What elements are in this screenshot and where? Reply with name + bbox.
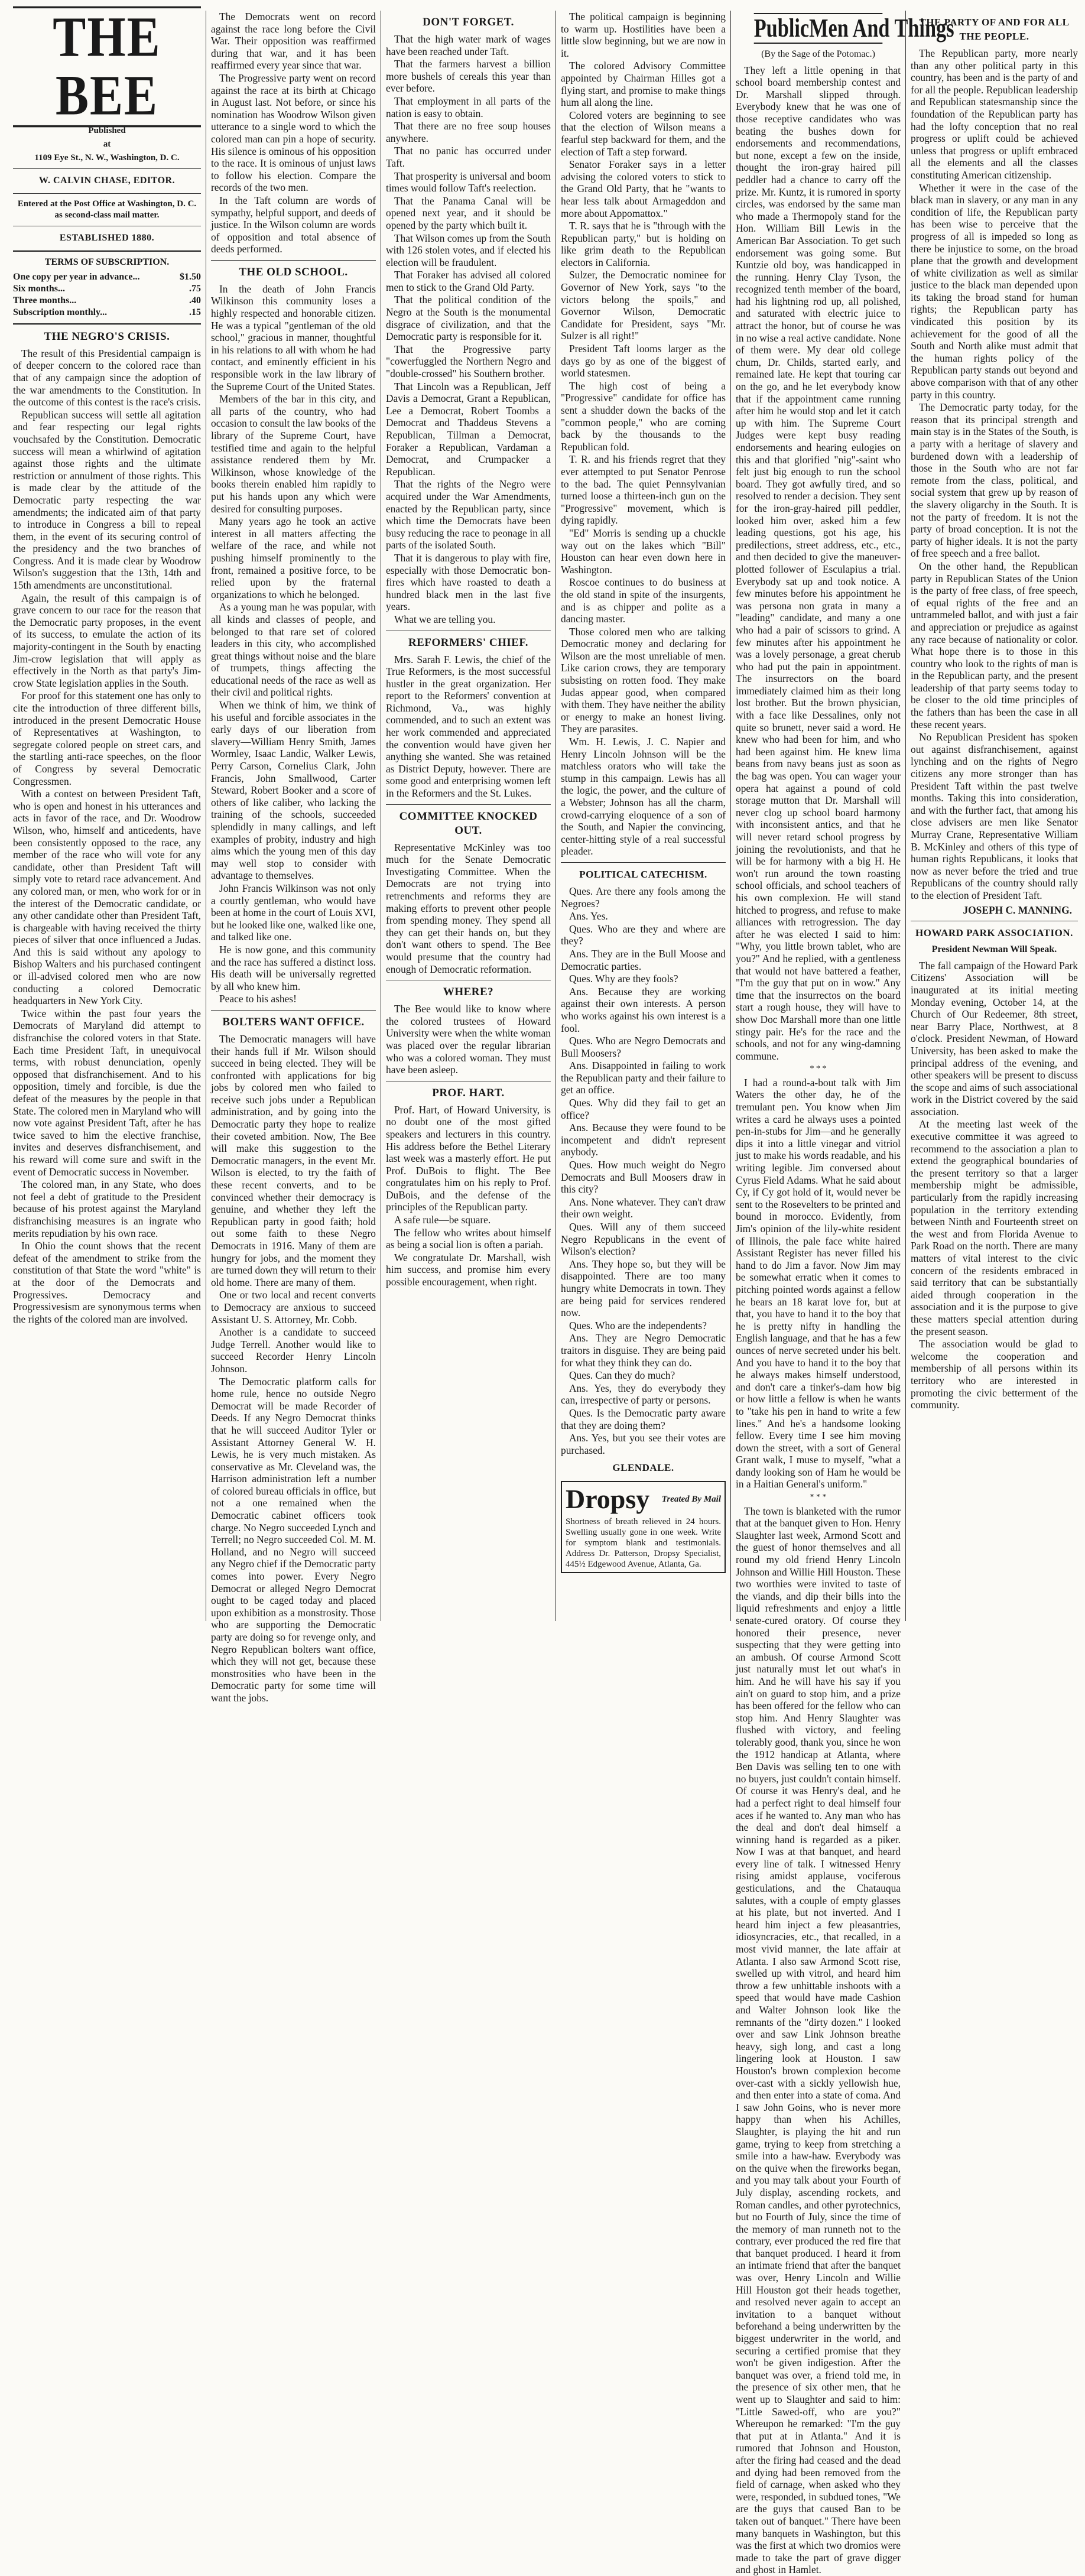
paragraph: Ans. None whatever. They can't draw their own weight. <box>561 1196 726 1220</box>
paragraph: Sulzer, the Democratic nominee for Governor of New York, says "to the victors belong the spoils," and Governor Wilson, Democratic Candidate for President, says "Mr. Sulzer is all right!" <box>561 269 726 342</box>
paragraph: Ques. Who are the independents? <box>569 1319 707 1331</box>
paragraph: The Republican party, more nearly than any other political party in this country, has been and is the party of and for all the people. Republican leadership and Republican statesmanship since the foundation of the Republican party has had the lofty conception that no real progress or uplift could be achieved unless that progress or uplift embraced all the elements and all the classes constituting American citizenship. <box>911 47 1078 181</box>
paragraph: The fall campaign of the Howard Park Citizens' Association will be inaugurated at its initial meeting Monday evening, October 14, at the Church of Our Redeemer, 8th street, near Barry Place, Northwest, at 8 o'clock. President Newman, of Howard University, has been asked to make the principal address of the evening, and other speakers will be present to discuss the scope and aims of such associational work in the District covered by the said association. <box>911 959 1078 1118</box>
headline-public-men: PublicMen And Things <box>753 14 954 43</box>
divider <box>561 862 726 863</box>
headline-howard-park: HOWARD PARK ASSOCIATION. <box>915 927 1073 939</box>
paragraph: Ans. Yes, they do everybody they can, irrespective of party or persons. <box>561 1382 726 1406</box>
divider <box>386 804 551 805</box>
terms-row <box>13 295 201 307</box>
paragraph: No Republican President has spoken out against disfranchisement, against lynching and on the rights of Negro citizens any more stronger than has President Taft within the past twelve months. Taking this into consideration, and with the further fact, that among his close advisers are men like Senator Murray Crane, Representative William B. McKinley and others of this type of human rights Republicans, it looks that now as never before the tried and true Republicans of the country should rally to the election of President Taft. <box>911 731 1078 901</box>
terms-row <box>13 307 201 319</box>
column-2 <box>206 11 381 1704</box>
paragraph: The high cost of being a "Progressive" candidate for office has sent a shudder down the backs of the "common people," who are coming back by the thousands to the Republican fold. <box>561 379 726 453</box>
ad-header <box>566 1484 721 1514</box>
column-4 <box>556 11 730 1621</box>
terms-label: One copy per year in advance... <box>13 271 140 282</box>
column-1 <box>8 5 206 1621</box>
terms-price: .75 <box>189 283 201 294</box>
paragraph: Ans. They are in the Bull Moose and Democratic parties. <box>561 947 726 972</box>
paragraph: Prof. Hart, of Howard University, is no doubt one of the most gifted speakers and lecturers in this country. His address before the Bethel Literary last week was a masterly effort. He put Prof. DuBois to flight. The Bee congratulates him on his reply to Prof. DuBois, and the defense of the principles of the Republican party. <box>386 1103 551 1213</box>
howard-park-sub: President Newman Will Speak. <box>931 944 1057 955</box>
divider <box>13 323 201 325</box>
paragraph: The Democrats went on record against the race long before the Civil War. Their opposition was reaffirmed during that war, and it has been reaffirmed every year since that war. <box>211 11 376 72</box>
paragraph: Members of the bar in this city, and all parts of the country, who had occasion to consult the law books of the library of the Supreme Court, have testified time and again to the helpful assistance rendered them by Mr. Wilkinson, whose knowledge of the books therein enabled him rapidly to put his hands upon any which were desired for consulting purposes. <box>211 393 376 515</box>
paragraph: As a young man he was popular, with all kinds and classes of people, and belonged to that rare set of colored leaders in this city, who accomplished great things without noise and the blare of trumpets, things affecting the educational needs of the race as well as their civil and political rights. <box>211 601 376 699</box>
paragraph: Ans. Yes, but you see their votes are purchased. <box>561 1432 726 1456</box>
paragraph: President Taft looms larger as the days go by as one of the biggest of world statesmen. <box>561 343 726 379</box>
headline-negro-crisis: THE NEGRO'S CRISIS. <box>44 330 170 343</box>
paragraph: One or two local and recent converts to Democracy are anxious to succeed Assistant U. S. Attorney, Mr. Cobb. <box>211 1289 376 1326</box>
paragraph: When we think of him, we think of his useful and forcible associates in the early days of our liberation from slavery—William Henry Smith, James Wormley, Isaac Landic, Walker Lewis, Perry Carson, Cornelius Clark, John Francis, John Smallwood, Carter Steward, Robert Booker and a score of others of like caliber, who lacking the training of the schools, succeeded splendidly in many callings, and left examples of probity, industry and high aims which the young men of this day may well stop to consider with advantage to themselves. <box>211 699 376 882</box>
masthead-entry: Entered at the Post Office at Washington, D. C. as second-class mail matter. <box>17 199 197 220</box>
separator-stars: * * * <box>810 1064 827 1074</box>
headline-party-all: THE PARTY OF AND FOR ALL THE PEOPLE. <box>919 17 1070 42</box>
headline-committee: COMMITTEE KNOCKED OUT. <box>399 810 538 837</box>
column-6 <box>905 11 1083 1621</box>
divider <box>13 250 201 252</box>
paragraph: John Francis Wilkinson was not only a courtly gentleman, who would have been at home in the court of Louis XVI, but he looked like one, walked like one, and talked like one. <box>211 882 376 943</box>
paragraph: That the Progressive party "cowerfuggled the Northern Negro and "double-crossed" his Southern brother. <box>386 343 551 380</box>
paragraph: "Ed" Morris is sending up a chuckle way out on the lakes which "Bill" Houston can hear even down here in Washington. <box>561 527 726 576</box>
terms-row <box>13 283 201 295</box>
paragraph: Ques. Who are Negro Democrats and Bull Moosers? <box>561 1035 726 1059</box>
masthead-address: 1109 Eye St., N. W., Washington, D. C. <box>34 153 180 163</box>
headline-hart: PROF. HART. <box>432 1086 505 1099</box>
paragraph: The political campaign is beginning to warm up. Hostilities have been a little slow beginning, but we are now in it. <box>561 11 726 59</box>
paragraph: The fellow who writes about himself as being a social lion is often a pariah. <box>386 1226 551 1251</box>
paragraph: T. R. and his friends regret that they ever attempted to put Senator Penrose to the bad. The quiet Pennsylvanian turned loose a thirteen-inch gun on the "Progressive" movement, which is dying rapidly. <box>561 453 726 527</box>
paragraph: That Wilson comes up from the South with 126 stolen votes, and if elected his election will be fraudulent. <box>386 232 551 268</box>
ad-tag: Treated By Mail <box>661 1495 721 1505</box>
paragraph: Ques. Who are they and where are they? <box>561 922 726 947</box>
paragraph: T. R. says that he is "through with the Republican party," but is holding on like grim death to the Republican electors in California. <box>561 220 726 268</box>
paragraph: Ans. Because they were found to be incompetent and didn't represent anybody. <box>561 1122 726 1158</box>
terms-row <box>13 271 201 283</box>
paragraph: Colored voters are beginning to see that the election of Wilson means a fearful step backward for them, and the election of Taft a step forward. <box>561 109 726 158</box>
column-5 <box>730 11 954 2576</box>
paragraph: The Progressive party went on record against the race at its birth at Chicago in August last. Not before, or since his nomination has Woodrow Wilson given utterance to a single word to which the colored man can pin a hope of security. His silence is ominous of his opposition to the race. It is ominous of unjust laws to follow his election. Compare the records of the two men. <box>211 72 376 194</box>
headline-bolters: BOLTERS WANT OFFICE. <box>222 1015 365 1028</box>
paragraph: Roscoe continues to do business at the old stand in spite of the insurgents, and is as chipper and polite as a dancing master. <box>561 576 726 625</box>
terms-label: Subscription monthly... <box>13 307 108 317</box>
masthead-at: at <box>103 139 111 149</box>
paragraph: That the rights of the Negro were acquired under the War Amendments, enacted by the Republican party, since which time the Democrats have been busy reducing the race to peonage in all parts of the isolated South. <box>386 478 551 551</box>
headline-where: WHERE? <box>443 986 494 999</box>
paragraph: What we are telling you. <box>394 613 496 625</box>
paragraph: Representative McKinley was too much for the Senate Democratic Investigating Committee. When the Democrats are not trying into retrenchments and reforms they are making efforts to prevent other people from spending money. They spend all they can get their hands on, but they don't want others to spend. The Bee would presume that the country had enough of Democratic reformation. <box>386 841 551 975</box>
paragraph: Ques. Why are they fools? <box>569 973 678 985</box>
terms-title: TERMS OF SUBSCRIPTION. <box>44 257 170 268</box>
separator-stars: * * * <box>810 1493 827 1502</box>
column-3 <box>381 11 556 1621</box>
paragraph: In the death of John Francis Wilkinson this community loses a highly respected and honorable citizen. He was a typical "gentleman of the old school," gracious in manner, thoughtful in his relations to all with whom he had contact, and eminently efficient in his responsible work in the law library of the Supreme Court of the United States. <box>211 282 376 392</box>
paragraph: He is now gone, and this community and the race has suffered a distinct loss. His death will be universally regretted by all who knew him. <box>211 943 376 992</box>
paragraph: Ans. Disappointed in failing to work the Republican party and their failure to get an office. <box>561 1060 726 1096</box>
terms-price: .40 <box>189 295 201 306</box>
masthead-title: THE BEE <box>13 7 201 128</box>
paragraph: The colored man, in any State, who does not feel a debt of gratitude to the President because of his protest against the Maryland disfranchising measures is an ingrate who merits repudiation by his own race. <box>13 1178 201 1239</box>
paragraph: The Bee would like to know where the colored trustees of Howard University were when the white woman was placed over the regular librarian who was a colored woman. They must have been asleep. <box>386 1003 551 1076</box>
divider <box>13 168 201 169</box>
paragraph: Ques. Will any of them succeed Negro Republicans in the event of Wilson's election? <box>561 1221 726 1258</box>
paragraph: The town is blanketed with the rumor that at the banquet given to Hon. Henry Slaughter last week, Armond Scott and the guest of honor themselves and all round my old friend Henry Lincoln Johnson and Willie Hill Houston. These two worthies were invited to taste of the viands, and dip their bills into the liquid refreshments and enjoy a little senate-cured oratory. Of course they honored their presence, never suspecting that they were getting into an ambush. Of course Armond Scott just naturally must let out what's in him. And he will have his say if you ain't on guard to stop him, and a prize has been offered for the fellow who can stop him. And Henry Slaughter was flushed with victory, and feeling tolerably good, thank you, since he won the 1912 handicap at Atlanta, where Ben Davis was selling ten to one with no buyers, just couldn't contain himself. Of course it was Henry's deal, and he had a perfect right to deal himself four aces if he wanted to. Any man who has the deal and don't deal himself a winning hand is regarded as a piker. Now I was at that banquet, and heard every line of talk. I witnessed Henry rising amidst applause, vociferous gesticulations, and the Chatauqua salutes, with a couple of empty glasses at his plate, but not inverted. And I heard him inject a few pleasantries, idiosyncracies, etc., that recalled, in a most vivid manner, the late affair at Atlanta. I also saw Armond Scott rise, swelled up with vitrol, and heard him throw a few unhittable inshoots with a speed that would have made Cashion and Walter Johnson look like the remnants of the "dirty dozen." I looked over and saw Link Johnson breathe heavy, sigh long, and cast a long lingering look at Houston. I saw Houston's brown complexion become over-cast with a sickly yellowish hue, and then enter into a state of coma. And I saw John Goins, who is never more happy than when his Achilles, Slaughter, is playing the hit and run game, trying to keep from stretching a smile into a haw-haw. Everybody was on the quive when the fireworks began, and you may talk about your Fourth of July display, ascending rockets, and Roman candles, and other pyrotechnics, but no Fourth of July, since the time of the memory of man runneth not to the contrary, ever produced the red fire that that banquet produced. I heard it from an intimate friend that after the banquet was over, Henry Lincoln and Willie Hill Houston got their heads together, and resolved never again to accept an invitation to a banquet without beforehand a being underwritten by the biggest underwriter in the world, and securing a certified promise that they won't be given indigestion. After the banquet was over, a friend told me, in the presence of six other men, that he went up to Slaughter and said to him: "Little Sawed-off, who are you?" Whereupon he remarked: "I'm the guy that put at in Atlanta." And it is rumored that Johnson and Houston, after the firing had ceased and the dead and dying had been removed from the field of carnage, when asked who they were, responded, in subdued tones, "We are the guys that caused Ban to be taken out of banquet." There have been many banquets in Washington, but this was the first at which two dromios were made to take the part of grave digger and ghost in Hamlet. <box>736 1505 901 2576</box>
headline-reformers: REFORMERS' CHIEF. <box>408 636 529 649</box>
paragraph: That employment in all parts of the nation is easy to obtain. <box>386 95 551 119</box>
paragraph: The association would be glad to welcome the cooperation and membership of all persons within its territory who are interested in promoting the civic betterment of the community. <box>911 1338 1078 1411</box>
paragraph: They left a little opening in that school board membership contest and Dr. Marshall slipped through. Everybody knew that he was one of those receptive candidates who was beating the bushes down for endorsements and recommendations, but none, except a few on the inside, thought the iron-gray haired pill peddler had a chance to carry off the prize. Mr. Kuntz, it is rumored in sporty circles, was endorsed by the same man who made a Thermopoly stand for the Hon. William Bill Lewis in the American Bar Association. To get such endorsement was going some. But Kuntzie old boy, was handicapped in the running. Henry Clay Tyson, the recognized tenth member of the board, had his lightning rod up, all polished, and saturated with electric juice to attract the honor, but of course he was in no wise a real active candidate. None of them were. My dear old college chum, Dr. Childs, started early, and remained late. He kept that touring car on the go, and he let everybody know that if the appointment came running after him he would stop and let it catch up with him. The Supreme Court Judges were kept busy reading endorsements and hearing eulogies on this and that glorified "nig"-saint who felt just big enough to run the school board. They got awfully tired, and so resolved to render a decision. They sent for the iron-gray-haired pill peddler, looked him over, asked him a few leading questions, got his age, his predilections, street address, etc., etc., and then decided to give the maneuver-plotted follower of Esculapius a trial. Everybody sat up and took notice. A few minutes before his appointment he was persona non grata in many a "leading" candidate, and many a one who had a pair of scissors to grind. A few minutes after his appointment he was a lovely personage, a great cherub who had put the pain in appointment. The insurrectors on the board immediately claimed him as their long lost brother. But the brown physician, with a face like Dessalines, only not quite so brunett, never said a word. He knew who had been for him, and who had been against him. He knew lima beans from navy beans just as soon as the bag was open. You can wager your opera hat against a pound of cold storage mutton that Dr. Marshall will never clog up school board harmony with inconsistent antics, and that he will never retard school progress by joining the revolutionists, and that he will be for harmony with a big H. He won't run around the town roasting school officials, and school teachers of his own complexion. He will stand hitched to progress, and refuse to make alliances with retrogression. The day after he was elected I said to him: "Why, you little brown tablet, who are you?" And he replied, with a gentleness that would not have battered a feather, "I'm the guy that put on in wow." Any time that the insurrectos on the board start a rough house, they will have to show Doc Marshall more than one little stingy pair. He's for the race and the schools, and not for any wing-damning commune. <box>736 64 901 1062</box>
paragraph: The result of this Presidential campaign is of deeper concern to the colored race than that of any campaign since the adoption of the war amendments to the Constitution. In the outcome of this contest is the race's crisis. <box>13 347 201 408</box>
paragraph: For proof for this statement one has only to cite the introduction of three different bills, introduced in the present Democratic House of Representatives at Washington, to segregate colored people on street cars, and the startling anti-race speeches, on the floor of Congress by several Democratic Congressmen. <box>13 690 201 787</box>
paragraph: The Democratic managers will have their hands full if Mr. Wilson should succeed in being elected. They will be confronted with applications for big jobs by colored men who failed to receive such jobs under a Republican administration, and by going into the Democratic party they hope to realize their coveted ambition. Now, The Bee will make this suggestion to the Democratic managers, in the event Mr. Wilson is elected, to try the faith of these recent converts, and to be convinced whether their democracy is genuine, and whether they left the Republican party in good faith; hold out some faith to these Negro Democrats in 1916. Many of them are hungry for jobs, and the moment they are turned down they will return to their old home. There are many of them. <box>211 1032 376 1288</box>
paragraph: Republican success will settle all agitation and fear respecting our legal rights vouchsafed by the Constitution. Democratic success will mean a whirlwind of agitation against those rights and the ultimate restriction or annulment of those rights. This is made clear by the attitude of the Democratic party respecting the war amendments; the indicated aim of that party to introduce in Congress a bill to repeal them, in the event of its securing control of the presidency and the two branches of Congress. And it is made clear by Woodrow Wilson's suggestion that the 13th, 14th and 15th amendments are unconstitutional. <box>13 408 201 592</box>
paragraph: That no panic has occurred under Taft. <box>386 145 551 169</box>
ad-text: Shortness of breath relieved in 24 hours. Swelling usually gone in one week. Write for symptom blank and testimonials. Address Dr. Patterson, Dropsy Specialist, 445½ Edgewood Avenue, Atlanta, Ga. <box>566 1517 721 1570</box>
paragraph: In the Taft column are words of sympathy, helpful support, and deeds of justice. In the Wilson column are words of opposition and total absence of deeds performed. <box>211 194 376 255</box>
paragraph: That the Panama Canal will be opened next year, and it should be opened by the party which built it. <box>386 194 551 231</box>
paragraph: That the high water mark of wages have been reached under Taft. <box>386 33 551 57</box>
paragraph: Ques. Can they do much? <box>569 1369 675 1382</box>
paragraph: That it is dangerous to play with fire, especially with those Democratic bon-fires which have roasted to death a hundred black men in the last five years. <box>386 551 551 613</box>
public-men-byline: (By the Sage of the Potomac.) <box>761 49 875 59</box>
paragraph: Those colored men who are talking Democratic money and declaring for Wilson are the most unreliable of men. Like carion crows, they are temporary subsisting on rotten food. They make Judas appear good, when compared with them. They have neither the ability or energy to make an honest living. They are parasites. <box>561 625 726 735</box>
paragraph: The Democratic platform calls for home rule, hence no outside Negro Democrat will be made Recorder of Deeds. If any Negro Democrat thinks that he will succeed Auditor Tyler or Assistant Attorney General W. H. Lewis, he is very much mistaken. As conservative as Mr. Cleveland was, the Harrison administration left a number of colored bureau officials in office, but not a one remained when the Democratic cabinet officers took charge. No Negro succeeded Lynch and Terrell; no Negro succeeded Col. M. M. Holland, and no Negro will succeed any Negro chief if the Democratic party comes into power. Every Negro Democrat or alleged Negro Democrat ought to be caged today and placed upon exhibition as a monstrosity. Those who are supporting the Democratic party are doing so for revenge only, and Negro Republican bolters want office, which they will not get, because these monstrosities who have been in the Democratic party for some time will want the jobs. <box>211 1375 376 1704</box>
paragraph: That there are no free soup houses anywhere. <box>386 120 551 144</box>
divider <box>13 193 201 194</box>
divider <box>211 1010 376 1011</box>
paragraph: The Democratic party today, for the reason that its principal strength and main stay is in the States of the South, is a party with a heritage of slavery and burdened down with a leadership of those in the South who are not far remote from the class, political, and social system that grew up by reason of the slavery oligarchy in the South. It is not the party of freedom. It is not the party of broad conception. It is not the party of higher ideals. It is not the party of free speech and a free ballot. <box>911 401 1078 560</box>
paragraph: Twice within the past four years the Democrats of Maryland did attempt to disfranchise the colored voters in that State. Each time President Taft, in unequivocal terms, with robust denunciation, openly opposed that disfranchisement. And to his opposition, timely and forcible, is due the defeat of the measures by the people in that State. The colored men in Maryland who will now vote against President Taft, after he has twice saved to him the elective franchise, invites and deserves disfranchisement, and his reward will come sure and swift in the event of Democratic success in November. <box>13 1007 201 1178</box>
party-signature: JOSEPH C. MANNING. <box>963 904 1072 916</box>
paragraph: In Ohio the count shows that the recent defeat of the amendment to strike from the constitution of that State the word "white" is at the door of the Democrats and Progressives. Democracy and Progressivesism are synonymous terms when the rights of the colored man are involved. <box>13 1240 201 1325</box>
paragraph: Ans. They are Negro Democratic traitors in disguise. They are being paid for what they think they can do. <box>561 1332 726 1369</box>
paragraph: Ques. Are there any fools among the Negroes? <box>561 885 726 909</box>
paragraph: That prosperity is universal and boom times would follow Taft's reelection. <box>386 170 551 194</box>
paragraph: I had a round-a-bout talk with Jim Waters the other day, he of the tremulant pen. You know when Jim writes a card he always uses a pointed pen-in-stubs for Jim—and he generally dips it into a little vinegar and vitriol just to make his words readable, and his writing legible. Jim conversed about Cyrus Field Adams. What he said about Cy, if Cy got hold of it, would never be sent to the Rosevelters to be printed and bound in morocco. Evidently, from Jim's opinion of the lily-white resident of Illinois, the pale face white haired Assistant Register has never filled his hand to do Jim a favor. Now Jim may be somewhat erratic when it comes to pitching pointed words against a fellow he bears an 18 karat love for, but at that, you have to hand it to the boy that he is pretty nifty in handling the English language, and that he has a few ounces of nerve secreted under his belt. And you have to hand it to the boy that he always makes himself understood, and don't care a tinker's-dam how big or how little a fellow is when he wants to "take his pen in hand to write a few lines." And he's a handsome looking fellow. Every time I see him moving down the street, with a sort of General Grant walk, I muse to myself, "what a dandy looking son of Ham he would be in a Haitian General's uniform." <box>736 1076 901 1490</box>
paragraph: Ques. Why did they fail to get an office? <box>561 1097 726 1121</box>
paragraph: Again, the result of this campaign is of grave concern to our race for the reason that the Democratic party proposes, in the event of its success, to emulate the action of its majority-contingent in the South by enacting Jim-crow legislation that will apply as effectively in the North as that party's Jim-crow State legislation applies in the South. <box>13 592 201 689</box>
column-container <box>8 5 1078 2576</box>
paragraph: Mrs. Sarah F. Lewis, the chief of the True Reformers, is the most successful hustler in the great organization. Her report to the Reformers' convention at Richmond, Va., was highly commended, and to such an extent was her work commended and appreciated the convention would have given her anything she wanted. She was retained as District Deputy, however. There are some good and enterprising women left in the Reformers and the St. Lukes. <box>386 653 551 800</box>
divider <box>211 260 376 261</box>
paragraph: That Foraker has advised all colored men to stick to the Grand Old Party. <box>386 269 551 293</box>
paragraph: With a contest on between President Taft, who is open and honest in his utterances and acts in favor of the race, and Dr. Woodrow Wilson, who, himself and anticedents, have been consistently opposed to the race, any member of the race who will vote for any candidate, other than President Taft will simply vote to retard race advancement. And any colored man, or men, who work for or in the interest of the Democratic candidate, or any other candidate other than President Taft, is chargeable with having received the thirty pieces of silver that once influenced a Judas. And this is said without any apology to Bishop Walters and his purchased contingent or ill-advised colored men who are now conducting a colored Democratic headquarters in New York City. <box>13 788 201 1007</box>
paragraph: Ques. Is the Democratic party aware that they are doing them? <box>561 1406 726 1431</box>
ad-title: Dropsy <box>566 1484 650 1515</box>
headline-dont-forget: DON'T FORGET. <box>423 16 514 28</box>
masthead-published: Published <box>88 126 126 135</box>
dropsy-advertisement <box>561 1481 726 1573</box>
paragraph: Ans. Yes. <box>569 910 608 922</box>
paragraph: The colored Advisory Committee appointed by Chairman Hilles got a flying start, and promise to make things hum all along the line. <box>561 60 726 109</box>
paragraph: That the farmers harvest a billion more bushels of cereals this year than ever before. <box>386 58 551 95</box>
paragraph: Ans. Because they are working against their own interests. A person who works against his own interest is a fool. <box>561 985 726 1034</box>
masthead-editor: W. CALVIN CHASE, EDITOR. <box>38 176 176 186</box>
paragraph: Another is a candidate to succeed Judge Terrell. Another would like to succeed Recorder Henry Lincoln Johnson. <box>211 1326 376 1375</box>
paragraph: At the meeting last week of the executive committee it was agreed to recommend to the association a plan to extend the geographical boundaries of the present territory so that a larger membership might be admissible, particularly from the rapidly increasing population in the territory extending between Ninth and Fourteenth street on the west and from Florida Avenue to Park Road on the north. There are many matters of vital interest to the civic concern of the residents embraced in said territory that can be substantially aided through cooperation in the association and it is the purpose to give these matters special attention during the present season. <box>911 1118 1078 1337</box>
paragraph: Whether it were in the case of the black man in slavery, or any man in any condition of life, the Republican party has been wise to perceive that the progress of all is impeded so long as there be injustice to some, on the broad plane that the growth and development of white civilization as well as similar justice to the black man depended upon its taking the broad stand for human rights; the Republican party has vindicated this position by its achievement for the good of all the South and North alike must admit that the human rights policy of the Republican party stands out beyond and above comparison with that of any other party in this country. <box>911 181 1078 401</box>
paragraph: That Lincoln was a Republican, Jeff Davis a Democrat, Grant a Republican, Lee a Democrat, Robert Toombs a Democrat and Thaddeus Stevens a Republican, Tillman a Democrat, Foraker a Republican, Vardaman a Democrat, and Crumpacker a Republican. <box>386 380 551 477</box>
paragraph: Many years ago he took an active interest in all matters affecting the welfare of the race, and while not pushing himself prominently to the front, remained a positive force, to be relied upon by the fraternal organizations to which he belonged. <box>211 515 376 600</box>
terms-label: Six months... <box>13 283 66 294</box>
paragraph: Ans. They hope so, but they will be disappointed. There are too many hungry white Democrats in town. They are being paid for services rendered now. <box>561 1258 726 1319</box>
catechism-signature: GLENDALE. <box>612 1462 674 1474</box>
paragraph: Wm. H. Lewis, J. C. Napier and Henry Lincoln Johnson will be the matchless orators who will take the stump in this campaign. Lewis has all the logic, the power, and the culture of a Webster; Johnson has all the charm, crowd-carrying eloquence of a son of the South, and Napier the convincing, center-hitting style of a real successful pleader. <box>561 736 726 857</box>
paragraph: That the political condition of the Negro at the South is the monumental disgrace of civilization, and that the Democratic party is responsible for it. <box>386 294 551 343</box>
paragraph: Peace to his ashes! <box>219 993 297 1005</box>
paragraph: Senator Foraker says in a letter advising the colored voters to stick to the Grand Old Party, that he "wants to hear less talk about Armageddon and more about Appomattox." <box>561 158 726 219</box>
terms-price: $1.50 <box>180 271 201 282</box>
headline-catechism: POLITICAL CATECHISM. <box>579 868 707 880</box>
masthead-established: ESTABLISHED 1880. <box>59 232 155 243</box>
paragraph: Ques. How much weight do Negro Democrats and Bull Moosers draw in this city? <box>561 1159 726 1196</box>
paragraph: A safe rule—be square. <box>394 1214 491 1226</box>
headline-old-school: THE OLD SCHOOL. <box>239 265 348 278</box>
paragraph: We congratulate Dr. Marshall, wish him success, and promise him every possible encouragement, when right. <box>386 1251 551 1288</box>
terms-price: .15 <box>189 307 201 317</box>
paragraph: On the other hand, the Republican party in Republican States of the Union is the party of free class, of free speech, of equal rights of the free and an untrammeled ballot, and with just a fair and appreciation or prejudice as against any race because of nationality or color. What hope there is to those in this country who look to the rights of man is in the Republican party, and the present leadership of that party seems today to be closer to the old time principles of the fathers than has been the case in all these recent years. <box>911 560 1078 730</box>
terms-label: Three months... <box>13 295 77 306</box>
